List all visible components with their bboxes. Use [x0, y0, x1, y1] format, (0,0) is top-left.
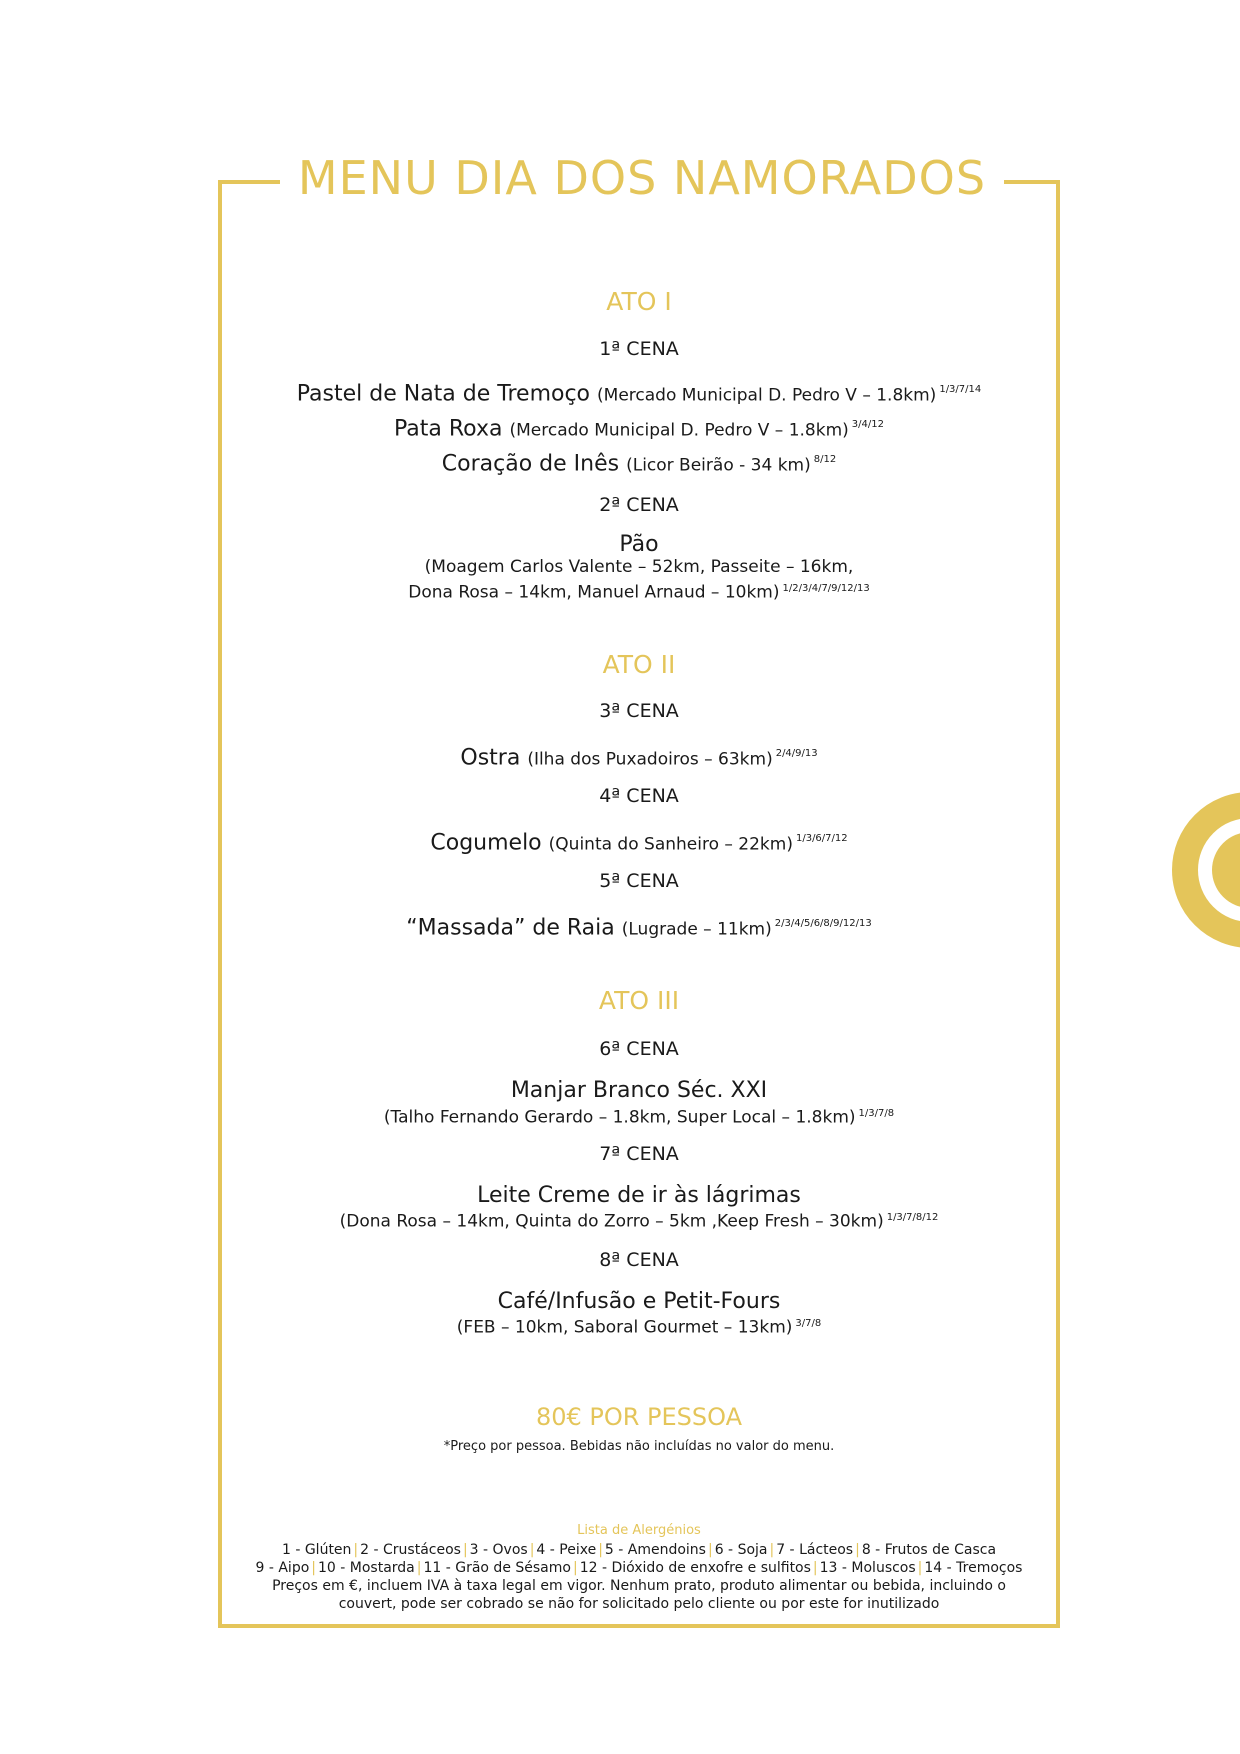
dish-allergens: 1/2/3/4/7/9/12/13 — [782, 583, 870, 594]
legal-footer-line-2: couvert, pode ser cobrado se não for solicitado pelo cliente ou por este for inutilizado — [338, 1596, 940, 1612]
frame-right-border — [1056, 180, 1060, 1628]
frame-bottom-border — [218, 1624, 1060, 1628]
dish-cafe-petit-fours-source — [222, 1313, 1056, 1339]
allergen-item: 1 - Glúten — [281, 1542, 352, 1558]
dish-allergens: 1/3/7/8 — [858, 1108, 895, 1119]
dish-allergens: 3/4/12 — [851, 419, 884, 430]
price-per-person: 80€ POR PESSOA — [535, 1403, 743, 1431]
allergen-item: 5 - Amendoins — [604, 1542, 706, 1558]
dish-cafe-petit-fours — [222, 1288, 1056, 1316]
dish-source: (Mercado Municipal D. Pedro V – 1.8km) — [597, 385, 937, 406]
allergens-line-2: 9 - Aipo | 10 - Mostarda | 11 - Grão de Sésamo | 12 - Dióxido de enxofre e sulfitos | 13 - Moluscos | 14 - Tremoços — [255, 1560, 1023, 1576]
dish-cogumelo — [222, 825, 1056, 858]
dish-allergens: 1/3/6/7/12 — [795, 833, 848, 844]
dish-allergens: 1/3/7/8/12 — [886, 1212, 939, 1223]
dish-allergens: 8/12 — [813, 454, 837, 465]
act-3-heading: ATO III — [598, 986, 680, 1015]
allergen-item: 3 - Ovos — [469, 1542, 528, 1558]
dish-pao-source-line-1: (Moagem Carlos Valente – 52km, Passeite – 16km, — [424, 557, 854, 577]
allergen-item: 10 - Mostarda — [318, 1560, 415, 1576]
dish-leite-creme-source — [222, 1207, 1056, 1233]
allergen-item: 7 - Lácteos — [776, 1542, 854, 1558]
dish-allergens: 2/4/9/13 — [775, 748, 818, 759]
scene-1-label: 1ª CENA — [599, 338, 679, 360]
scene-7-label: 7ª CENA — [599, 1143, 679, 1165]
scene-2-label: 2ª CENA — [599, 494, 679, 516]
scene-4-label: 4ª CENA — [599, 785, 679, 807]
inner-disc — [1212, 832, 1240, 908]
allergen-item: 2 - Crustáceos — [360, 1542, 461, 1558]
dish-source: (Mercado Municipal D. Pedro V – 1.8km) — [509, 420, 849, 441]
dish-name: Pão — [619, 532, 659, 557]
allergen-item: 4 - Peixe — [536, 1542, 597, 1558]
dish-name: “Massada” de Raia — [406, 915, 615, 941]
dish-manjar-branco-source — [222, 1103, 1056, 1129]
dish-name: Cogumelo — [430, 830, 542, 856]
dish-name: Café/Infusão e Petit-Fours — [497, 1289, 781, 1314]
allergen-item: 14 - Tremoços — [924, 1560, 1023, 1576]
dish-allergens: 1/3/7/14 — [939, 384, 982, 395]
dish-pata-roxa — [222, 411, 1056, 444]
allergen-item: 6 - Soja — [714, 1542, 768, 1558]
dish-source: (Lugrade – 11km) — [621, 919, 772, 940]
scene-6-label: 6ª CENA — [599, 1038, 679, 1060]
gold-concentric-arc-icon — [1150, 785, 1240, 955]
dish-name: Pastel de Nata de Tremoço — [296, 381, 591, 407]
menu-title: MENU DIA DOS NAMORADOS — [297, 151, 987, 205]
allergen-item: 11 - Grão de Sésamo — [423, 1560, 571, 1576]
allergens-line-1: 1 - Glúten | 2 - Crustáceos | 3 - Ovos | 4 - Peixe | 5 - Amendoins | 6 - Soja | 7 - Lácteos | 8 - Frutos de Casca — [281, 1542, 997, 1558]
scene-3-label: 3ª CENA — [599, 700, 679, 722]
dish-massada-de-raia — [222, 910, 1056, 943]
dish-name: Leite Creme de ir às lágrimas — [477, 1183, 801, 1208]
dish-ostra — [222, 740, 1056, 773]
frame-top-left-segment — [218, 180, 280, 184]
dish-source: Dona Rosa – 14km, Manuel Arnaud – 10km) — [408, 582, 780, 603]
allergens-title: Lista de Alergénios — [577, 1523, 701, 1538]
dish-pao-source-line-2 — [222, 578, 1056, 604]
dish-source: (Quinta do Sanheiro – 22km) — [548, 834, 793, 855]
dish-manjar-branco — [222, 1077, 1056, 1105]
dish-allergens: 3/7/8 — [795, 1318, 822, 1329]
allergen-item: 12 - Dióxido de enxofre e sulfitos — [579, 1560, 811, 1576]
allergen-item: 8 - Frutos de Casca — [861, 1542, 997, 1558]
scene-8-label: 8ª CENA — [599, 1249, 679, 1271]
scene-5-label: 5ª CENA — [599, 870, 679, 892]
legal-footer-line-1: Preços em €, incluem IVA à taxa legal em vigor. Nenhum prato, produto alimentar ou bebida, incluindo o — [272, 1578, 1006, 1594]
dish-pastel-de-nata — [222, 376, 1056, 409]
dish-pao — [222, 531, 1056, 559]
dish-name: Coração de Inês — [441, 451, 620, 477]
dish-allergens: 2/3/4/5/6/8/9/12/13 — [774, 918, 872, 929]
allergen-item: 13 - Moluscos — [819, 1560, 916, 1576]
act-2-heading: ATO II — [602, 650, 676, 679]
dish-source: (Talho Fernando Gerardo – 1.8km, Super Local – 1.8km) — [383, 1107, 856, 1128]
act-1-heading: ATO I — [606, 287, 672, 316]
dish-source: (Ilha dos Puxadoiros – 63km) — [527, 749, 773, 770]
price-note: *Preço por pessoa. Bebidas não incluídas no valor do menu. — [443, 1439, 835, 1454]
dish-source: (Licor Beirão - 34 km) — [626, 455, 811, 476]
allergen-item: 9 - Aipo — [255, 1560, 310, 1576]
dish-name: Pata Roxa — [394, 416, 503, 442]
dish-source: (FEB – 10km, Saboral Gourmet – 13km) — [456, 1317, 793, 1338]
dish-name: Manjar Branco Séc. XXI — [510, 1078, 768, 1103]
dish-source: (Dona Rosa – 14km, Quinta do Zorro – 5km ,Keep Fresh – 30km) — [339, 1211, 884, 1232]
frame-top-right-segment — [1004, 180, 1060, 184]
dish-coracao-de-ines — [222, 446, 1056, 479]
dish-leite-creme — [222, 1182, 1056, 1210]
dish-name: Ostra — [460, 745, 521, 771]
